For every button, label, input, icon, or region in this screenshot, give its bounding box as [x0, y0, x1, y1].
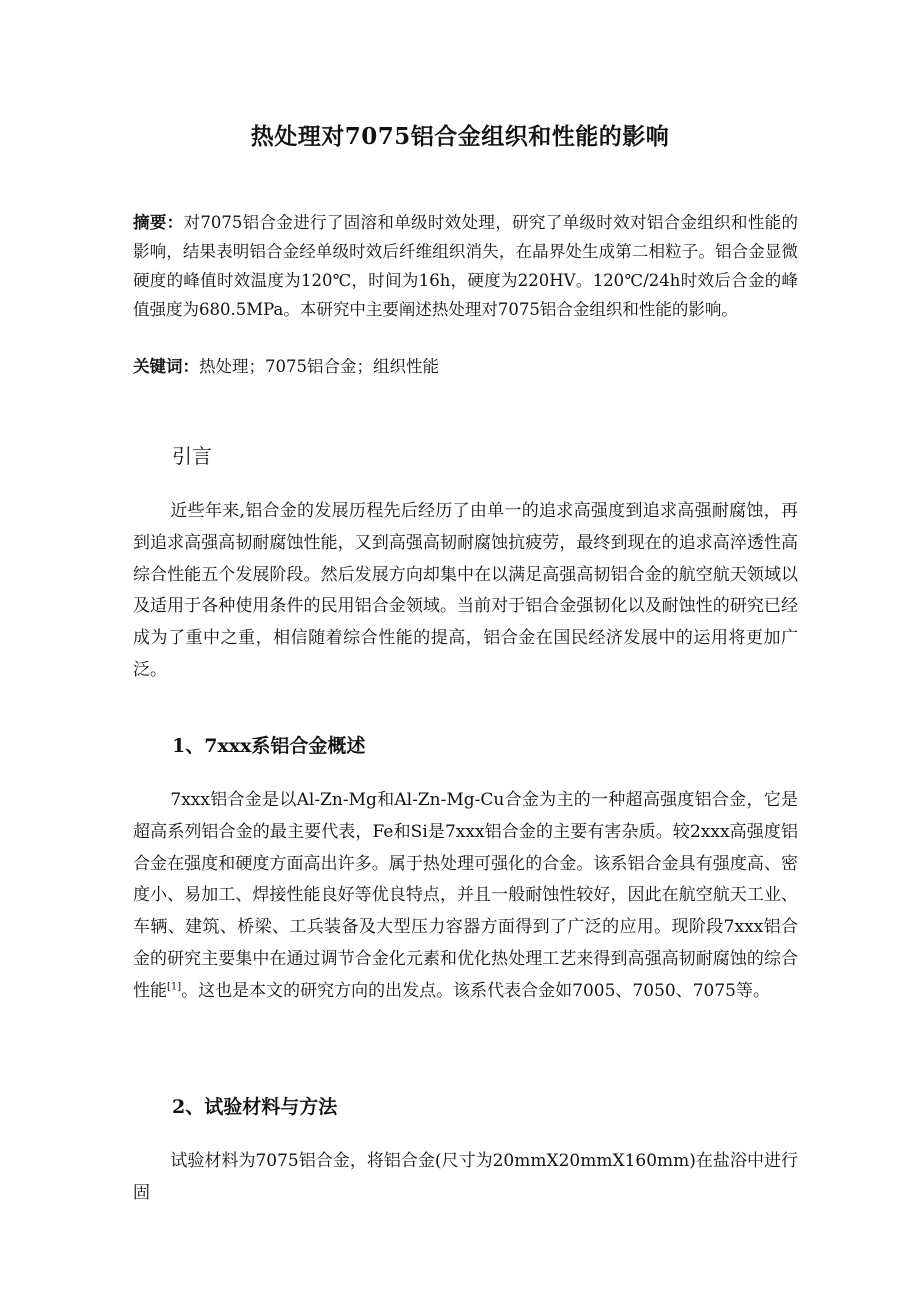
section2-heading: 2、试验材料与方法 — [172, 1096, 338, 1118]
keywords-label: 关键词： — [133, 357, 199, 376]
abstract — [133, 208, 798, 324]
section1-paragraph — [133, 785, 798, 1008]
section1-heading: 1、7xxx系铝合金概述 — [172, 735, 366, 757]
intro-paragraph: 近些年来,铝合金的发展历程先后经历了由单一的追求高强度到追求高强耐腐蚀，再到追求高强高韧耐腐蚀性能，又到高强高韧耐腐蚀抗疲劳，最终到现在的追求高淬透性高综合性能五个发展阶段。然后发展方向却集中在以满足高强高韧铝合金的航空航天领域以及适用于各种使用条件的民用铝合金领域。当前对于铝合金强韧化以及耐蚀性的研究已经成为了重中之重，相信随着综合性能的提高，铝合金在国民经济发展中的运用将更加广泛。 — [133, 501, 798, 680]
keywords — [133, 352, 798, 381]
document-title: 热处理对7075铝合金组织和性能的影响 — [250, 123, 670, 150]
keywords-text: 热处理；7075铝合金；组织性能 — [199, 357, 439, 376]
abstract-label: 摘要： — [133, 213, 184, 232]
intro-heading: 引言 — [172, 444, 212, 468]
section1-text-part1: 7xxx铝合金是以Al-Zn-Mg和Al-Zn-Mg-Cu合金为主的一种超高强度铝合金，它是超高系列铝合金的最主要代表，Fe和Si是7xxx铝合金的主要有害杂质。较2xxx高强度铝合金在强度和硬度方面高出许多。属于热处理可强化的合金。该系铝合金具有强度高、密度小、易加工、焊接性能良好等优良特点，并且一般耐蚀性较好，因此在航空航天工业、车辆、建筑、桥梁、工兵装备及大型压力容器方面得到了广泛的应用。现阶段7xxx铝合金的研究主要集中在通过调节合金化元素和优化热处理工艺来得到高强高韧耐腐蚀的综合性能 — [133, 790, 798, 1001]
abstract-text: 对7075铝合金进行了固溶和单级时效处理，研究了单级时效对铝合金组织和性能的影响，结果表明铝合金经单级时效后纤维组织消失，在晶界处生成第二相粒子。铝合金显微硬度的峰值时效温度为120℃，时间为16h，硬度为220HV。120℃/24h时效后合金的峰值强度为680.5MPa。本研究中主要阐述热处理对7075铝合金组织和性能的影响。 — [133, 213, 798, 319]
citation-ref: [1] — [167, 981, 182, 993]
section1-text-part2: 。这也是本文的研究方向的出发点。该系代表合金如7005、7050、7075等。 — [181, 980, 770, 1001]
section2-paragraph: 试验材料为7075铝合金，将铝合金(尺寸为20mmX20mmX160mm)在盐浴中进行固 — [133, 1151, 798, 1203]
